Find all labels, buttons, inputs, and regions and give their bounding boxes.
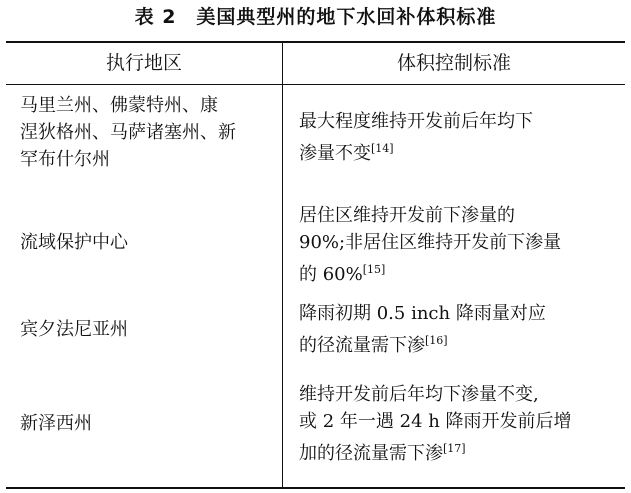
region-line: 宾夕法尼亚州 (20, 319, 128, 340)
standard-line: 的径流量需下渗 (299, 335, 425, 356)
region-line: 马里兰州、佛蒙特州、康 (20, 95, 218, 116)
table-row-standard (299, 202, 617, 288)
table-row-standard (299, 108, 617, 167)
table-row-region (20, 229, 275, 256)
standard-line: 维持开发前后年均下渗量不变, (299, 384, 539, 405)
table-row-region (20, 92, 275, 173)
header-region: 执行地区 (105, 51, 182, 74)
table-top-rule (6, 41, 625, 43)
reference-citation: [17] (443, 442, 466, 455)
standard-line: 或 2 年一遇 24 h 降雨开发前后增 (299, 411, 572, 432)
standard-line: 最大程度维持开发前后年均下 (299, 111, 533, 132)
standard-line: 渗量不变 (299, 143, 371, 164)
standard-line: 90%;非居住区维持开发前下渗量 (299, 232, 562, 253)
reference-citation: [16] (425, 334, 448, 347)
region-line: 罕布什尔州 (20, 149, 110, 170)
table-row-standard (299, 381, 617, 467)
region-line: 涅狄格州、马萨诸塞州、新 (20, 122, 236, 143)
standard-line: 的 60% (299, 264, 363, 285)
table-bottom-rule (6, 487, 625, 489)
standard-line: 降雨初期 0.5 inch 降雨量对应 (299, 303, 546, 324)
reference-citation: [15] (362, 263, 386, 276)
table-row-region (20, 410, 275, 437)
table-row-region (20, 316, 275, 343)
reference-citation: [14] (371, 142, 394, 155)
header-bottom-rule (6, 84, 625, 85)
standard-line: 居住区维持开发前下渗量的 (299, 205, 515, 226)
region-line: 流域保护中心 (20, 232, 128, 253)
header-standard: 体积控制标准 (396, 51, 511, 74)
column-divider (282, 43, 283, 487)
table-row-standard (299, 300, 617, 359)
region-line: 新泽西州 (20, 413, 92, 434)
table-title: 表 2 美国典型州的地下水回补体积标准 (134, 6, 497, 28)
standard-line: 加的径流量需下渗 (299, 443, 443, 464)
